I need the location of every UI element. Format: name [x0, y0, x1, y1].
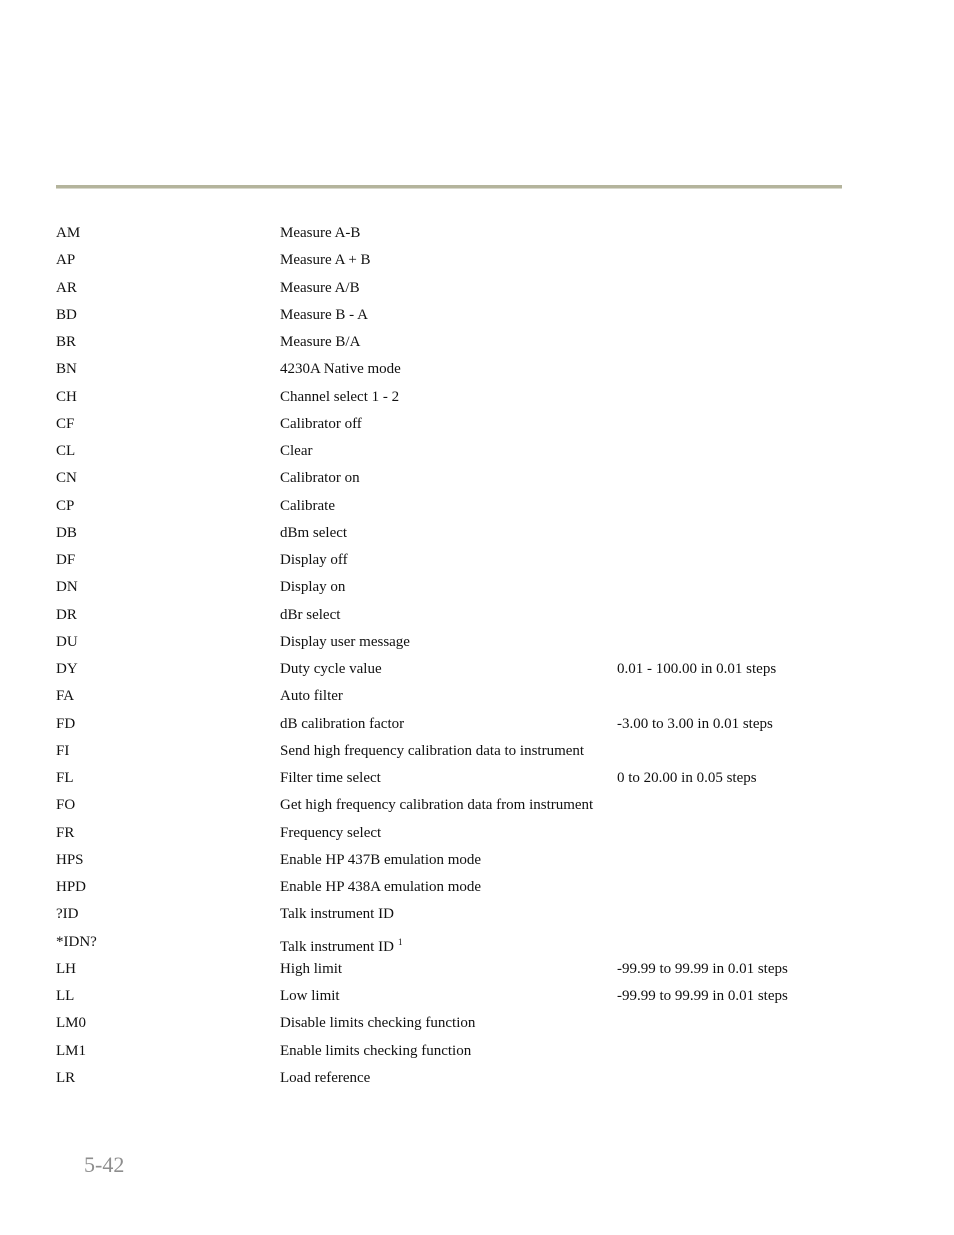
table-row [56, 1067, 856, 1094]
command-description-text: Channel select 1 - 2 [280, 388, 400, 405]
table-row [56, 277, 856, 304]
table-row [56, 249, 856, 276]
command-description-text: Measure A-B [280, 225, 361, 241]
command-description-text: Display on [280, 579, 346, 596]
command-description [280, 386, 399, 408]
command-description-text: Calibrate [280, 497, 335, 514]
command-description-text: Measure A + B [280, 252, 371, 269]
command-code: LL [56, 988, 75, 1004]
command-description [280, 713, 404, 735]
table-row [56, 1040, 856, 1067]
command-description-text: dBm select [280, 524, 348, 541]
command-description [280, 604, 340, 626]
command-code: FD [56, 715, 76, 732]
command-description-text: High limit [280, 960, 343, 977]
table-row [56, 631, 856, 658]
command-description [280, 467, 360, 489]
command-code: AR [56, 279, 77, 296]
table-row [56, 604, 856, 631]
command-code: HPD [56, 879, 87, 895]
table-row [56, 740, 856, 767]
command-description-text: Calibrator on [280, 470, 360, 487]
command-description [280, 849, 481, 871]
command-description [280, 1012, 475, 1034]
table-row [56, 576, 856, 603]
command-description [280, 958, 342, 980]
table-row [56, 1012, 856, 1039]
command-range: -99.99 to 99.99 in 0.01 steps [617, 988, 788, 1004]
command-code: LM1 [56, 1042, 86, 1059]
command-range: -3.00 to 3.00 in 0.01 steps [617, 715, 773, 732]
command-description [280, 249, 371, 271]
command-description [280, 549, 348, 571]
command-description-text: Measure A/B [280, 279, 360, 296]
table-row [56, 413, 856, 440]
command-code: ?ID [56, 906, 79, 923]
command-description-text: Send high frequency calibration data to instrument [280, 742, 585, 759]
table-row [56, 794, 856, 821]
command-description-text: Talk instrument ID [280, 938, 394, 955]
command-description-text: Get high frequency calibration data from instrument [280, 797, 594, 814]
table-row [56, 985, 856, 1012]
table-row [56, 876, 856, 903]
command-description [280, 903, 394, 925]
command-description [280, 685, 343, 707]
command-description-text: Low limit [280, 988, 340, 1004]
table-row [56, 304, 856, 331]
command-description-text: Talk instrument ID [280, 906, 394, 923]
command-table [56, 222, 856, 1094]
command-description-text: Duty cycle value [280, 661, 382, 677]
command-code: FR [56, 824, 75, 841]
command-code: BR [56, 334, 77, 350]
command-description-text: Display user message [280, 633, 410, 650]
footnote-marker: 1 [397, 936, 403, 947]
table-row [56, 222, 856, 249]
command-description-text: Filter time select [280, 770, 381, 786]
table-row [56, 958, 856, 985]
table-row [56, 440, 856, 467]
command-description-text: dB calibration factor [280, 715, 405, 732]
table-row [56, 467, 856, 494]
table-row [56, 849, 856, 876]
table-row [56, 713, 856, 740]
command-code: DF [56, 552, 76, 568]
command-range: 0 to 20.00 in 0.05 steps [617, 770, 757, 786]
command-code: DB [56, 524, 77, 541]
command-range: -99.99 to 99.99 in 0.01 steps [617, 960, 788, 977]
table-row [56, 931, 856, 958]
table-row [56, 903, 856, 930]
command-description [280, 222, 360, 244]
command-description [280, 331, 360, 353]
table-row [56, 495, 856, 522]
command-code: CN [56, 470, 77, 487]
command-description-text: Clear [280, 443, 313, 459]
command-description [280, 740, 584, 762]
command-description [280, 277, 360, 299]
command-code: DY [56, 661, 78, 677]
command-description [280, 794, 593, 816]
command-code: FL [56, 770, 74, 786]
command-description-text: Auto filter [280, 688, 343, 705]
command-description [280, 522, 347, 544]
page-number: 5-42 [84, 1152, 125, 1177]
command-code: DN [56, 579, 78, 596]
table-row [56, 549, 856, 576]
command-description [280, 1067, 370, 1089]
command-description [280, 931, 402, 958]
command-description [280, 495, 335, 517]
table-row [56, 685, 856, 712]
command-code: AM [56, 225, 81, 241]
command-description-text: Calibrator off [280, 415, 362, 432]
command-code: CP [56, 497, 75, 514]
command-code: LR [56, 1069, 76, 1086]
command-description [280, 440, 312, 462]
table-row [56, 522, 856, 549]
command-code: *IDN? [56, 933, 97, 950]
command-description-text: Measure B/A [280, 334, 361, 350]
command-description-text: dBr select [280, 606, 341, 623]
command-description [280, 985, 340, 1007]
table-row [56, 822, 856, 849]
command-description [280, 358, 401, 380]
table-row [56, 658, 856, 685]
command-description [280, 767, 381, 789]
command-description-text: Disable limits checking function [280, 1015, 476, 1032]
command-code: BD [56, 306, 77, 323]
command-description [280, 658, 382, 680]
table-row [56, 767, 856, 794]
command-description-text: Enable HP 438A emulation mode [280, 879, 482, 895]
header-rule [56, 185, 842, 189]
command-description-text: 4230A Native mode [280, 361, 401, 378]
command-description-text: Enable HP 437B emulation mode [280, 851, 482, 868]
command-description-text: Measure B - A [280, 306, 368, 323]
command-code: DU [56, 633, 78, 650]
command-description-text: Load reference [280, 1069, 371, 1086]
command-description [280, 876, 481, 898]
command-range: 0.01 - 100.00 in 0.01 steps [617, 661, 777, 677]
command-description-text: Display off [280, 552, 348, 568]
command-description [280, 576, 345, 598]
command-code: CH [56, 388, 77, 405]
command-description [280, 822, 381, 844]
command-code: LH [56, 960, 76, 977]
command-code: FA [56, 688, 75, 705]
command-code: CF [56, 415, 75, 432]
command-code: CL [56, 443, 76, 459]
command-description [280, 413, 362, 435]
command-code: AP [56, 252, 76, 269]
table-row [56, 386, 856, 413]
command-code: FI [56, 742, 70, 759]
command-description-text: Frequency select [280, 824, 382, 841]
table-row [56, 331, 856, 358]
command-description [280, 304, 368, 326]
command-code: LM0 [56, 1015, 86, 1032]
command-description-text: Enable limits checking function [280, 1042, 472, 1059]
command-code: FO [56, 797, 76, 814]
command-description [280, 631, 410, 653]
table-row [56, 358, 856, 385]
command-code: DR [56, 606, 77, 623]
command-code: BN [56, 361, 77, 378]
command-code: HPS [56, 851, 84, 868]
command-description [280, 1040, 471, 1062]
